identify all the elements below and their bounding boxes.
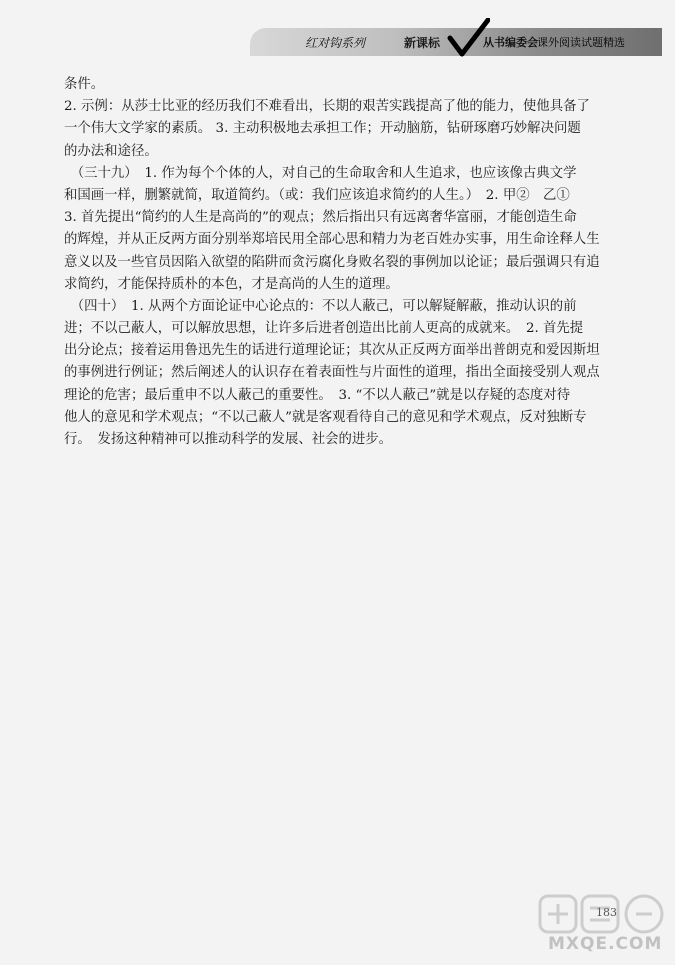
answer-text [64,74,644,451]
text-line: 意义以及一些官员因陷入欲望的陷阱而贪污腐化身败名裂的事例加以论证；最后强调只有追 [64,254,600,270]
curriculum-label: 新课标 [404,36,441,50]
text-line: 他人的意见和学术观点；“不以己蔽人”就是客观看待自己的意见和学术观点，反对独断专 [64,409,587,425]
text-line: 的办法和途径。 [64,143,158,159]
text-line: 出分论点；接着运用鲁迅先生的话进行道理论证；其次从正反两方面举出普朗克和爱因斯坦 [64,343,600,359]
series-name: 红对钩系列 [305,36,366,50]
text-line: 的事例进行例证；然后阐述人的认识存在着表面性与片面性的道理，指出全面接受别人观点 [64,365,600,381]
text-line: 3. 首先提出“简约的人生是高尚的”的观点；然后指出只有远离奢华富丽，才能创造生命 [64,210,577,226]
text-line: 进；不以己蔽人，可以解放思想，让许多后进者创造出比前人更高的成就来。 2. 首先提 [64,321,584,337]
text-line: （三十九） 1. 作为每个个体的人，对自己的生命取舍和人生追求，也应该像古典文学 [64,165,577,181]
watermark-logo-icon [538,892,666,938]
text-line: 行。 发扬这种精神可以推动科学的发展、社会的进步。 [64,432,393,447]
text-line: 和国画一样，删繁就简，取道简约。（或：我们应该追求简约的人生。） 2. 甲② 乙① [64,187,570,203]
running-header [250,18,662,54]
text-line: 理论的危害；最后重申不以人蔽己的重要性。 3. “不以人蔽己”就是以存疑的态度对待 [64,387,571,403]
text-line: （四十） 1. 从两个方面论证中心论点的：不以人蔽己，可以解疑解蔽，推动认识的前 [64,298,577,314]
page-number: 183 [596,906,617,919]
book-title: 课外阅读试题精选 [537,36,625,49]
editorial-label: 从书编委会 [483,36,538,49]
text-line: 的辉煌，并从正反两方面分别举郑培民用全部心思和精力为老百姓办实事，用生命诠释人生 [64,232,600,248]
watermark-url: MXQE.COM [548,934,663,954]
text-line: 一个伟大文学家的素质。 3. 主动积极地去承担工作；开动脑筋，钻研琢磨巧妙解决问题 [64,121,581,137]
text-line: 求简约，才能保持质朴的本色，才是高尚的人生的道理。 [64,276,399,292]
text-line: 2. 示例：从莎士比亚的经历我们不难看出，长期的艰苦实践提高了他的能力，使他具备了 [64,99,590,115]
text-line: 条件。 [64,77,105,92]
